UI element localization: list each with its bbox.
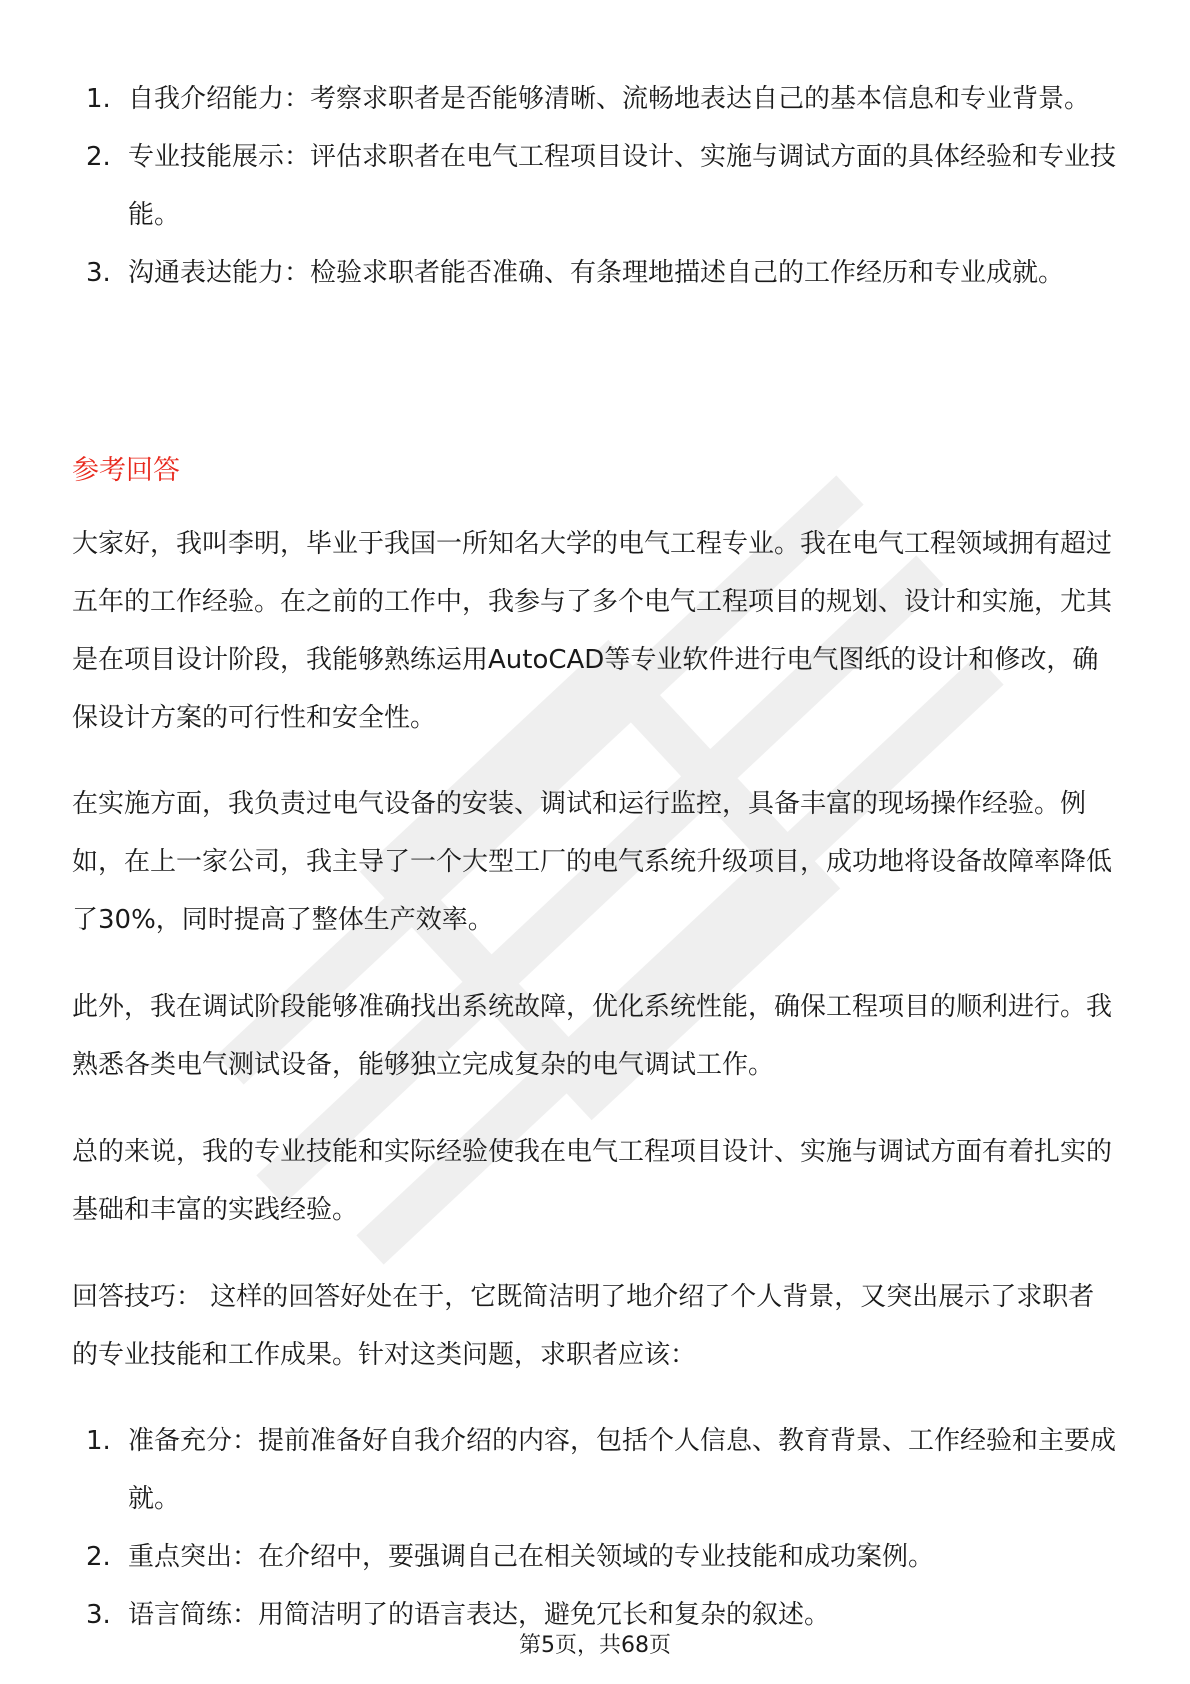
answer-paragraph: 总的来说，我的专业技能和实际经验使我在电气工程项目设计、实施与调试方面有着扎实的基础和丰富的实践经验。	[72, 1137, 1113, 1225]
section-heading: 参考回答	[72, 455, 180, 486]
list-number: 1.	[86, 84, 111, 114]
list-item	[82, 70, 1122, 128]
list-text: 重点突出：在介绍中，要强调自己在相关领域的专业技能和成功案例。	[128, 1542, 935, 1572]
list-item	[82, 128, 1122, 244]
list-number: 1.	[86, 1426, 111, 1456]
list-text: 专业技能展示：评估求职者在电气工程项目设计、实施与调试方面的具体经验和专业技能。	[128, 142, 1117, 230]
list-item	[82, 1528, 1122, 1586]
list-number: 2.	[86, 142, 111, 172]
evaluation-list	[82, 70, 1122, 302]
list-text: 语言简练：用简洁明了的语言表达，避免冗长和复杂的叙述。	[128, 1600, 831, 1630]
answer-paragraph: 在实施方面，我负责过电气设备的安装、调试和运行监控，具备丰富的现场操作经验。例如，在上一家公司，我主导了一个大型工厂的电气系统升级项目，成功地将设备故障率降低了30%，同时提高了整体生产效率。	[72, 789, 1113, 935]
list-text: 自我介绍能力：考察求职者是否能够清晰、流畅地表达自己的基本信息和专业背景。	[128, 84, 1091, 114]
tips-list	[82, 1412, 1122, 1644]
list-text: 准备充分：提前准备好自我介绍的内容，包括个人信息、教育背景、工作经验和主要成就。	[128, 1426, 1117, 1514]
list-text: 沟通表达能力：检验求职者能否准确、有条理地描述自己的工作经历和专业成就。	[128, 258, 1065, 288]
page-footer: 第5页，共68页	[519, 1633, 671, 1658]
answer-paragraph: 此外，我在调试阶段能够准确找出系统故障，优化系统性能，确保工程项目的顺利进行。我熟悉各类电气测试设备，能够独立完成复杂的电气调试工作。	[72, 992, 1113, 1080]
list-item	[82, 244, 1122, 302]
list-number: 3.	[86, 1600, 111, 1630]
answer-paragraph: 大家好，我叫李明，毕业于我国一所知名大学的电气工程专业。我在电气工程领域拥有超过五年的工作经验。在之前的工作中，我参与了多个电气工程项目的规划、设计和实施，尤其是在项目设计阶段，我能够熟练运用AutoCAD等专业软件进行电气图纸的设计和修改，确保设计方案的可行性和安全性。	[72, 529, 1113, 733]
list-item	[82, 1412, 1122, 1528]
list-number: 3.	[86, 258, 111, 288]
list-number: 2.	[86, 1542, 111, 1572]
tips-paragraph: 回答技巧： 这样的回答好处在于，它既简洁明了地介绍了个人背景，又突出展示了求职者的专业技能和工作成果。针对这类问题，求职者应该：	[72, 1282, 1095, 1370]
